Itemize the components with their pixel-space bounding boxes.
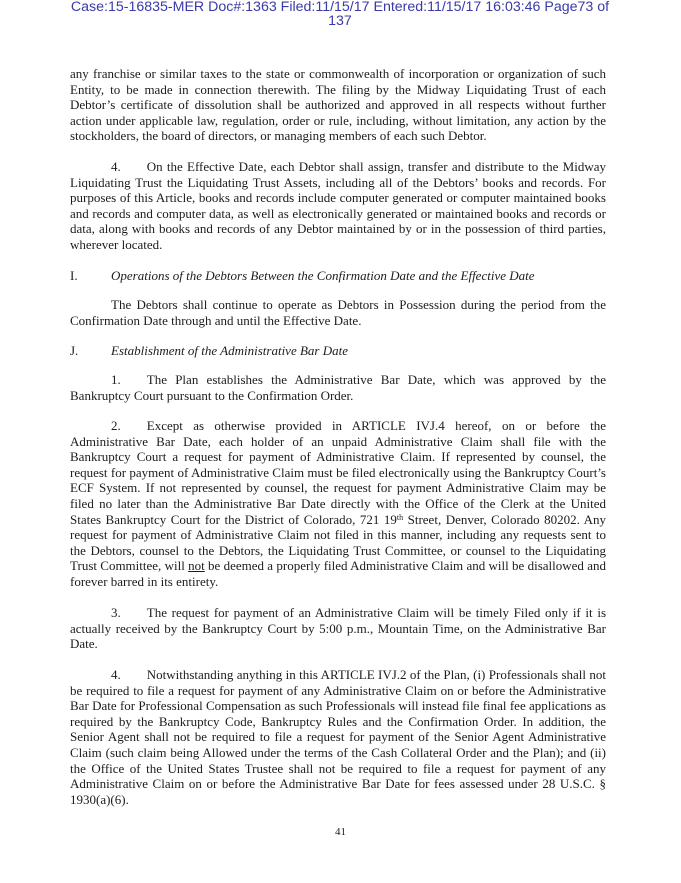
section-title-j: Establishment of the Administrative Bar Date bbox=[111, 343, 348, 358]
case-header-line1: Case:15-16835-MER Doc#:1363 Filed:11/15/17 Entered:11/15/17 16:03:46 Page73 of bbox=[70, 0, 610, 15]
paragraph-j2-part-a: 2. Except as otherwise provided in ARTICLE IVJ.4 hereof, on or before the Administrative Bar Date, each holder of an unpaid Administrative Claim shall file with the Bankruptcy Court a request for payment of Administrative Claim. If represented by counsel, the request for payment of Administrative Claim must be filed electronically using the Bankruptcy Court’s ECF System. If not represented by counsel, the request for payment Administrative Claim may be filed no later than the Administrative Bar Date directly with the Office of the Clerk at the United States Bankruptcy Court for the District of Colorado, 721 19 bbox=[70, 418, 606, 527]
section-title-i: Operations of the Debtors Between the Confirmation Date and the Effective Date bbox=[111, 268, 535, 283]
paragraph-j4: 4. Notwithstanding anything in this ARTICLE IVJ.2 of the Plan, (i) Professionals shall not be required to file a request for payment of any Administrative Claim on or before the Administrative Bar Date for Professional Compensation as such Professionals will instead file final fee applications as required by the Bankruptcy Code, Bankruptcy Rules and the Confirmation Order. In addition, the Senior Agent shall not be required to file a request for payment of the Senior Agent Administrative Claim (such claim being Allowed under the terms of the Cash Collateral Order and the Plan); and (ii) the Office of the United States Trustee shall not be required to file a request for payment of any Administrative Claim on or before the Administrative Bar Date for fees assessed under 28 U.S.C. § 1930(a)(6). bbox=[70, 667, 606, 807]
paragraph-j3: 3. The request for payment of an Administrative Claim will be timely Filed only if it is actually received by the Bankruptcy Court by 5:00 p.m., Mountain Time, on the Administrative Bar Date. bbox=[70, 605, 606, 652]
section-letter-i: I. bbox=[70, 268, 78, 283]
underlined-not: not bbox=[188, 558, 205, 574]
paragraph-i1: The Debtors shall continue to operate as Debtors in Possession during the period from the Confirmation Date through and until the Effective Date. bbox=[70, 297, 606, 328]
paragraph-j2-part-c: be deemed a properly filed Administrative Claim and will be disallowed and forever barred in its entirety. bbox=[70, 558, 606, 589]
case-header bbox=[40, 0, 640, 28]
paragraph-j2 bbox=[70, 418, 606, 590]
section-heading-i bbox=[70, 268, 606, 284]
paragraph-j2-part-b: Street, Denver, Colorado 80202. Any request for payment of Administrative Claim not filed in this manner, including any requests sent to the Debtors, counsel to the Debtors, the Liquidating Trust Committee, or counsel to the Liquidating Trust Committee, will bbox=[70, 511, 606, 574]
case-header-line2: 137 bbox=[328, 13, 352, 29]
section-letter-j: J. bbox=[70, 343, 79, 358]
paragraph-dissolution: any franchise or similar taxes to the state or commonwealth of incorporation or organization of such Entity, to be made in connection therewith. The filing by the Midway Liquidating Trust of each Debtor’s certificate of dissolution shall be authorized and approved in all respects without further action under applicable law, regulation, order or rule, including, without limitation, any action by the stockholders, the board of directors, or managing members of each such Debtor. bbox=[70, 66, 606, 144]
paragraph-j1: 1. The Plan establishes the Administrative Bar Date, which was approved by the Bankruptcy Court pursuant to the Confirmation Order. bbox=[70, 372, 606, 403]
paragraph-h4: 4. On the Effective Date, each Debtor shall assign, transfer and distribute to the Midway Liquidating Trust the Liquidating Trust Assets, including all of the Debtors’ books and records. For purposes of this Article, books and records include computer generated or computer maintained books and records and computer data, as well as electronically generated or maintained books and records or data, along with books and records of any Debtor maintained by or in the possession of third parties, wherever located. bbox=[70, 159, 606, 252]
ordinal-suffix: th bbox=[396, 512, 404, 522]
section-heading-j bbox=[70, 343, 606, 359]
page-number: 41 bbox=[335, 826, 346, 838]
